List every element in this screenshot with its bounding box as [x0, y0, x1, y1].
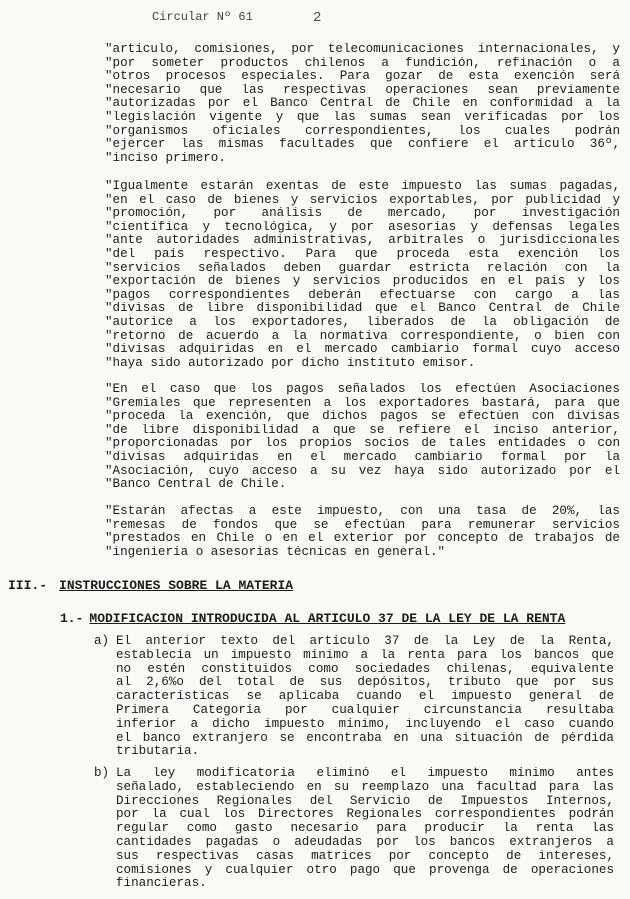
text-line: "ejercer las mismas facultades que confiere el artículo 36º, [105, 138, 620, 152]
text-line: "científica y tecnológica, y por asesorías y defensas legales [105, 220, 620, 234]
text-line: Direcciones Regionales del Servicio de Impuestos Internos, [116, 794, 614, 808]
text-line: El anterior texto del artículo 37 de la Ley de la Renta, [116, 635, 614, 648]
paragraph-body [116, 635, 614, 759]
text-line: características se aplicaba cuando el impuesto general de [116, 690, 614, 704]
text-line: cantidades pagadas o adeudadas por los bancos extranjeros a [116, 835, 614, 849]
text-line: "Asociación, cuyo acceso a su vez haya sido autorizado por el [105, 464, 620, 478]
text-line: La ley modificatoria eliminó el impuesto mínimo antes [116, 767, 614, 780]
text-line: "proporcionadas por los propios socios de tales entidades o con [105, 437, 620, 451]
subsection-number: 1.- [60, 611, 84, 626]
paragraph-marker: b) [94, 766, 110, 780]
quote-block-1 [105, 43, 620, 165]
text-line: sus respectivas casas matrices por concepto de intereses, [116, 849, 614, 863]
text-line: regular como gasto necesario para producir la renta las [116, 822, 614, 836]
subsection-title: MODIFICACION INTRODUCIDA AL ARTICULO 37 DE LA LEY DE LA RENTA [89, 611, 566, 626]
text-line: "otros procesos especiales. Para gozar de esta exención será [105, 70, 620, 84]
text-line: "servicios señalados deben guardar estricta relación con la [105, 261, 620, 275]
text-line: no estén constituidos como sociedades chilenas, equivalente [116, 662, 614, 676]
text-line: tributaria. [116, 745, 200, 759]
text-line: "de libre disponibilidad a que se refiere el inciso anterior, [105, 423, 620, 437]
text-line: "prestados en Chile o en el exterior por concepto de trabajos de [105, 532, 620, 546]
quote-block-2 [105, 180, 620, 370]
text-line: "proceda la exención, que dichos pagos se efectúen con divisas [105, 410, 620, 424]
paragraph-marker: a) [94, 634, 110, 648]
text-line: "necesario que las respectivas operaciones sean previamente [105, 83, 620, 97]
text-line: "retorno de acuerdo a la normativa correspondiente, o bien con [105, 329, 620, 343]
text-line: "por someter productos chilenos a fundición, refinación o a [105, 56, 620, 70]
text-line: "Gremiales que representen a los exportadores bastará, para que [105, 396, 620, 410]
text-line: inferior a dicho impuesto mínimo, incluyendo el caso cuando [116, 717, 614, 731]
text-line: "inciso primero. [105, 151, 226, 165]
text-line: establecía un impuesto mínimo a la renta para los bancos que [116, 648, 614, 662]
text-line: al 2,6%o del total de sus depósitos, tributo que por sus [116, 676, 614, 690]
text-line: Primera Categoría por cualquier circunstancia resultaba [116, 703, 614, 717]
text-line: "Estarán afectas a este impuesto, con una tasa de 20%, las [105, 505, 620, 518]
text-line: "organismos oficiales correspondientes, los cuales podrán [105, 124, 620, 138]
quote-block-4 [105, 505, 620, 559]
text-line: "En el caso que los pagos señalados los efectúen Asociaciones [105, 383, 620, 396]
text-line: el banco extranjero se encontraba en una situación de pérdida [116, 731, 614, 745]
text-line: "Igualmente estarán exentas de este impuesto las sumas pagadas, [105, 180, 620, 193]
section-title: INSTRUCCIONES SOBRE LA MATERIA [59, 578, 294, 593]
text-line: "divisas adquiridas en el mercado cambiario formal por la [105, 450, 620, 464]
text-line: "divisas adquiridas en el mercado cambiario formal cuyo acceso [105, 343, 620, 357]
text-line: "promoción, por análisis de mercado, por investigación [105, 207, 620, 221]
subsection-heading [60, 611, 565, 626]
circular-header: Circular Nº 61 [152, 10, 253, 24]
text-line: "legislación vigente y que las sumas sean verificadas por los [105, 110, 620, 124]
text-line: "autorizadas por el Banco Central de Chile en conformidad a la [105, 97, 620, 111]
text-line: "exportación de bienes y servicios producidos en el país y los [105, 275, 620, 289]
text-line: "ingeniería o asesorías técnicas en general." [105, 545, 446, 559]
paragraph-body [116, 767, 614, 891]
text-line: "pagos correspondientes deberán efectuarse con cargo a las [105, 288, 620, 302]
text-line: "remesas de fondos que se efectúan para remunerar servicios [105, 518, 620, 532]
text-line: comisiones y cualquier otro pago que provenga de operaciones [116, 863, 614, 877]
text-line: financieras. [116, 877, 207, 891]
text-line: "del país respectivo. Para que proceda esta exención los [105, 247, 620, 261]
text-line: "autorice a los exportadores, liberados de la obligación de [105, 315, 620, 329]
text-line: por la cual los Directores Regionales correspondientes podrán [116, 808, 614, 822]
text-line: "Banco Central de Chile. [105, 478, 287, 492]
text-line: señalado, estableciendo en su reemplazo una facultad para las [116, 780, 614, 794]
text-line: "en el caso de bienes y servicios exportables, por publicidad y [105, 193, 620, 207]
section-number: III.- [8, 578, 48, 593]
text-line: "ante autoridades administrativas, arbitrales o jurisdiccionales [105, 234, 620, 248]
quote-block-3 [105, 383, 620, 492]
text-line: "haya sido autorizado por dicho instituto emisor. [105, 356, 476, 370]
page-number: 2 [313, 10, 322, 26]
text-line: "artículo, comisiones, por telecomunicaciones internacionales, y [105, 43, 620, 56]
text-line: "divisas de libre disponibilidad que el Banco Central de Chile [105, 302, 620, 316]
section-heading [8, 578, 293, 593]
